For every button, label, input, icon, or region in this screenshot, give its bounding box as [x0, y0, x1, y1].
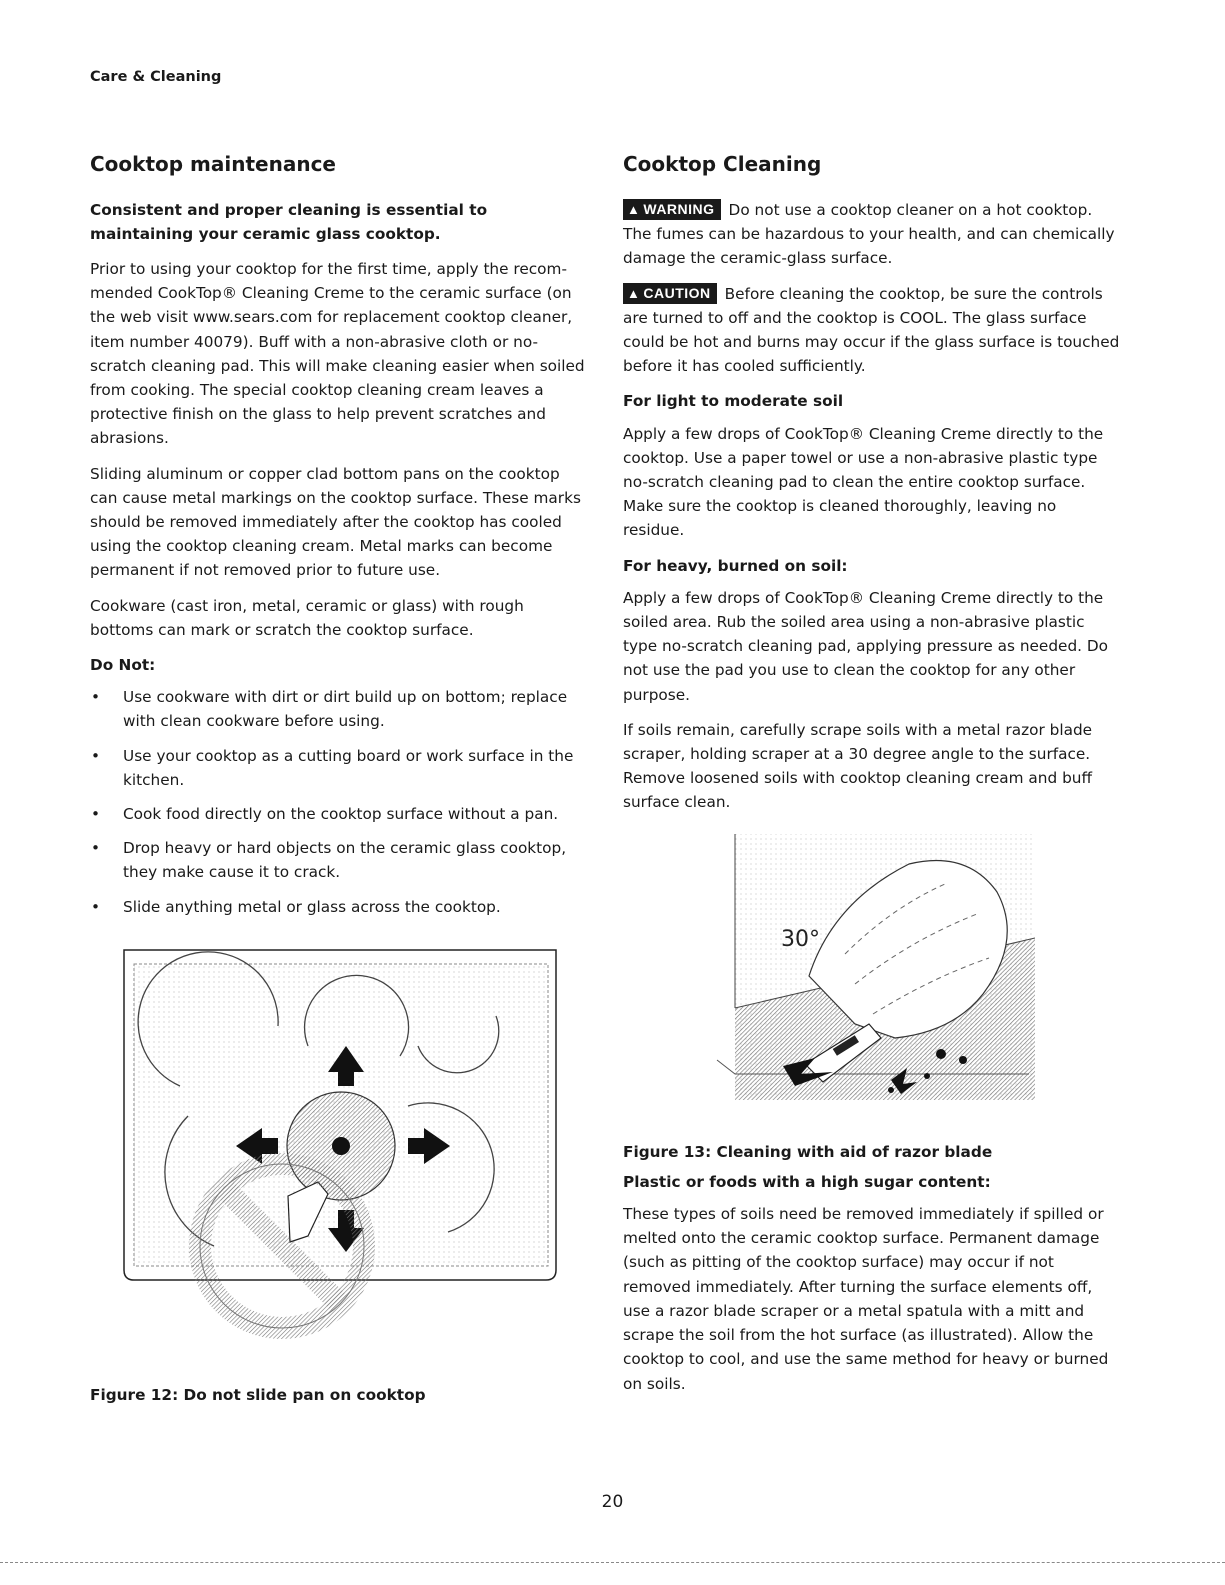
- cleaning-title: Cooktop Cleaning: [623, 152, 822, 176]
- list-item: [90, 685, 587, 733]
- angle-label: 30°: [781, 927, 820, 952]
- caution-text: Before cleaning the cooktop, be sure the controls are turned to off and the cooktop is COOL. The glass surface could be hot and burns may occur if the glass surface is touched before it has cooled sufficiently.: [623, 284, 1120, 376]
- sugar-heading: Plastic or foods with a high sugar content:: [623, 1172, 991, 1191]
- caution-block: [623, 282, 1120, 379]
- do-not-list: [90, 685, 587, 919]
- warning-text: Do not use a cooktop cleaner on a hot cooktop. The fumes can be hazardous to your health, and can chemically damage the ceramic-glass surface.: [623, 201, 1115, 268]
- bullet-icon: •: [91, 688, 101, 707]
- list-item-text: Slide anything metal or glass across the cooktop.: [123, 897, 501, 916]
- maintenance-lead: Consistent and proper cleaning is essential to maintaining your ceramic glass cooktop.: [90, 201, 488, 243]
- caution-triangle-icon: ▲: [627, 285, 641, 301]
- figure-13-illustration: [705, 828, 1035, 1100]
- maintenance-paragraph-3: Cookware (cast iron, metal, ceramic or glass) with rough bottoms can mark or scratch the cooktop surface.: [90, 596, 524, 639]
- do-not-heading: Do Not:: [90, 656, 156, 675]
- light-soil-text: Apply a few drops of CookTop® Cleaning Creme directly to the cooktop. Use a paper towel or use a non-abrasive plastic type no-scratch cleaning pad to clean the entire cooktop surface. Make sure the cooktop is cleaned thoroughly, leaving no residue.: [623, 424, 1104, 540]
- heavy-soil-paragraph-2: If soils remain, carefully scrape soils with a metal razor blade scraper, holding scraper at a 30 degree angle to the surface. Remove loosened soils with cooktop cleaning cream and buff surface clean.: [623, 720, 1093, 812]
- bullet-icon: •: [91, 746, 101, 765]
- list-item: [90, 836, 587, 884]
- figure-12-illustration: [118, 946, 564, 1366]
- light-soil-heading: For light to moderate soil: [623, 392, 844, 411]
- page-bottom-rule: [0, 1562, 1225, 1563]
- heavy-soil-heading: For heavy, burned on soil:: [623, 556, 848, 575]
- section-header: Care & Cleaning: [90, 69, 222, 85]
- right-column: [623, 150, 1120, 1407]
- list-item: [90, 744, 587, 792]
- list-item: [90, 802, 587, 826]
- warning-block: [623, 198, 1120, 271]
- figure-13-caption: Figure 13: Cleaning with aid of razor blade: [623, 1142, 993, 1161]
- maintenance-paragraph-1: Prior to using your cooktop for the first time, apply the recom-mended CookTop® Cleaning Creme to the ceramic surface (on the web visit www.sears.com for replacement cooktop cleaner, item number 40079). Buff with a non-abrasive cloth or no-scratch cleaning pad. This will make cleaning easier when soiled from cooking. The special cooktop cleaning cream leaves a protective finish on the glass to help prevent scratches and abrasions.: [90, 260, 585, 448]
- bullet-icon: •: [91, 897, 101, 916]
- list-item-text: Drop heavy or hard objects on the ceramic glass cooktop, they make cause it to crack.: [123, 839, 567, 882]
- heavy-soil-paragraph-1: Apply a few drops of CookTop® Cleaning Creme directly to the soiled area. Rub the soiled area using a non-abrasive plastic type no-scratch cleaning pad, applying pressure as needed. Do not use the pad you use to clean the cooktop for any other purpose.: [623, 588, 1109, 704]
- figure-12-caption: Figure 12: Do not slide pan on cooktop: [90, 1386, 426, 1404]
- list-item-text: Use your cooktop as a cutting board or work surface in the kitchen.: [123, 746, 574, 789]
- page-number: 20: [601, 1492, 624, 1512]
- caution-badge: ▲ CAUTION: [623, 283, 717, 304]
- bullet-icon: •: [91, 805, 101, 824]
- sugar-text: These types of soils need be removed immediately if spilled or melted onto the ceramic cooktop surface. Permanent damage (such as pitting of the cooktop surface) may occur if not removed immediately. After turning the surface elements off, use a razor blade scraper or a metal spatula with a mitt and scrape the soil from the hot surface (as illustrated). Allow the cooktop to cool, and use the same method for heavy or burned on soils.: [623, 1205, 1109, 1393]
- warning-triangle-icon: ▲: [627, 202, 641, 217]
- bullet-icon: •: [91, 839, 101, 858]
- list-item-text: Cook food directly on the cooktop surface without a pan.: [123, 805, 559, 824]
- list-item-text: Use cookware with dirt or dirt build up on bottom; replace with clean cookware before using.: [123, 688, 568, 731]
- left-column: [90, 150, 587, 929]
- maintenance-title: Cooktop maintenance: [90, 152, 336, 176]
- maintenance-paragraph-2: Sliding aluminum or copper clad bottom pans on the cooktop can cause metal markings on the cooktop surface. These marks should be removed immediately after the cooktop has cooled using the cooktop cleaning cream. Metal marks can become permanent if not removed prior to future use.: [90, 464, 581, 580]
- list-item: [90, 895, 587, 919]
- warning-badge: ▲ WARNING: [623, 199, 721, 220]
